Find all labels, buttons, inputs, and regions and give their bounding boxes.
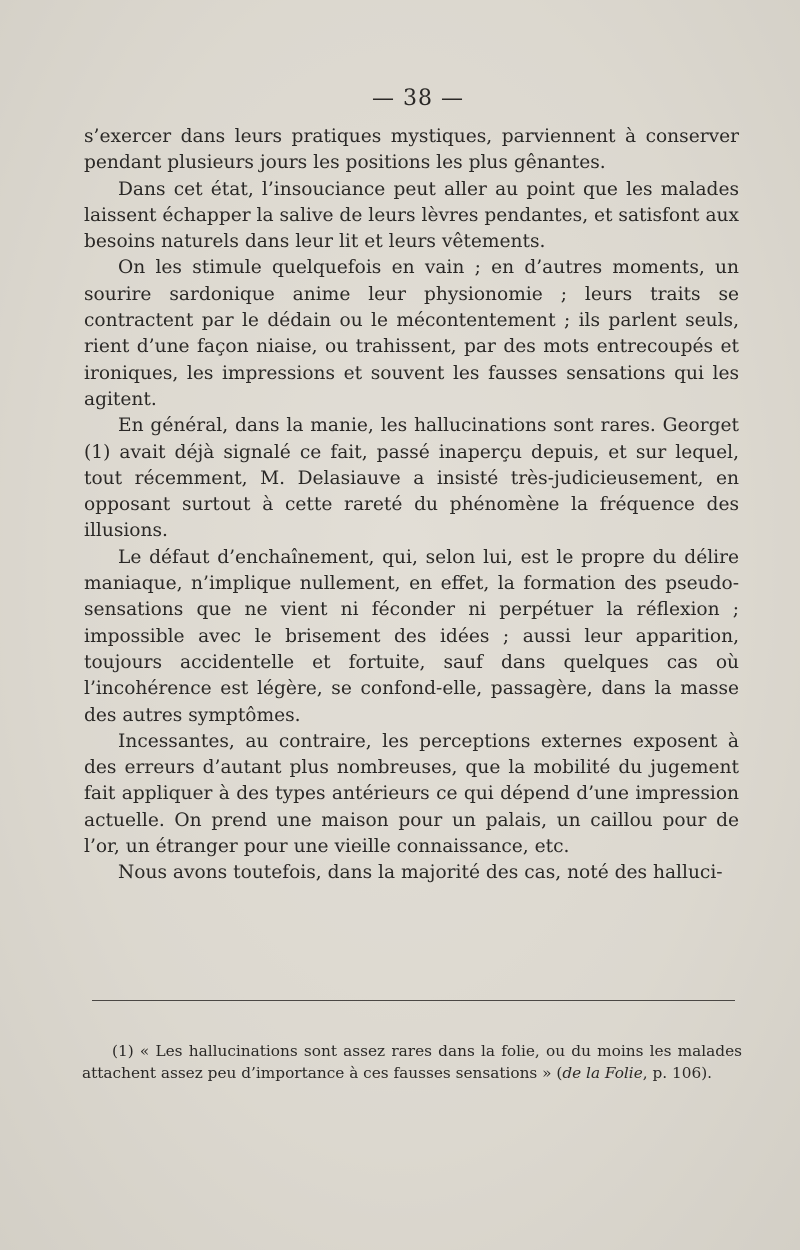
page-number: — 38 —: [372, 86, 464, 111]
footnote-suffix: , p. 106).: [642, 1064, 713, 1082]
paragraph-3: On les stimule quelquefois en vain ; en d’autres moments, un sourire sardonique anime leur physionomie ; leurs traits se contractent par le dédain ou le mécontentement ; ils parlent seuls, rient d’une façon niaise, ou trahissent, par des mots entrecoupés et ironiques, les impressions et souvent les fausses sensations qui les agitent.: [84, 257, 739, 410]
footnote: [82, 1040, 742, 1084]
footnote-citation: de la Folie: [562, 1064, 643, 1082]
paragraph-7: Nous avons toutefois, dans la majorité des cas, noté des halluci-: [118, 862, 723, 884]
paragraph-4: En général, dans la manie, les hallucinations sont rares. Georget (1) avait déjà signalé ce fait, passé inaperçu depuis, et sur lequel, tout récemment, M. Delasiauve a insisté très-judicieusement, en opposant surtout à cette rareté du phénomène la fréquence des illusions.: [84, 415, 739, 542]
body-text: [84, 124, 739, 887]
paragraph-2: Dans cet état, l’insouciance peut aller au point que les malades laissent échapper la salive de leurs lèvres pendantes, et satisfont aux besoins naturels dans leur lit et leurs vêtements.: [84, 178, 739, 253]
paragraph-5: Le défaut d’enchaînement, qui, selon lui, est le propre du délire maniaque, n’implique nullement, en effet, la formation des pseudo-sensations que ne vient ni féconder ni perpétuer la réflexion ; impossible avec le brisement des idées ; aussi leur apparition, toujours accidentelle et fortuite, sauf dans quelques cas où l’incohérence est légère, se confond-elle, passagère, dans la masse des autres symptômes.: [84, 546, 739, 726]
footnote-text: (1) « Les hallucinations sont assez rares dans la folie, ou du moins les malades attachent assez peu d’importance à ces fausses sensations » (: [82, 1042, 742, 1082]
paragraph-6: Incessantes, au contraire, les perceptions externes exposent à des erreurs d’autant plus nombreuses, que la mobilité du jugement fait appliquer à des types antérieurs ce qui dépend d’une impression actuelle. On prend une maison pour un palais, un caillou pour de l’or, un étranger pour une vieille connaissance, etc.: [84, 730, 739, 858]
paragraph-1: s’exercer dans leurs pratiques mystiques, parviennent à conserver pendant plusieurs jours les positions les plus gênantes.: [84, 126, 739, 174]
footnote-divider: [92, 1000, 735, 1001]
